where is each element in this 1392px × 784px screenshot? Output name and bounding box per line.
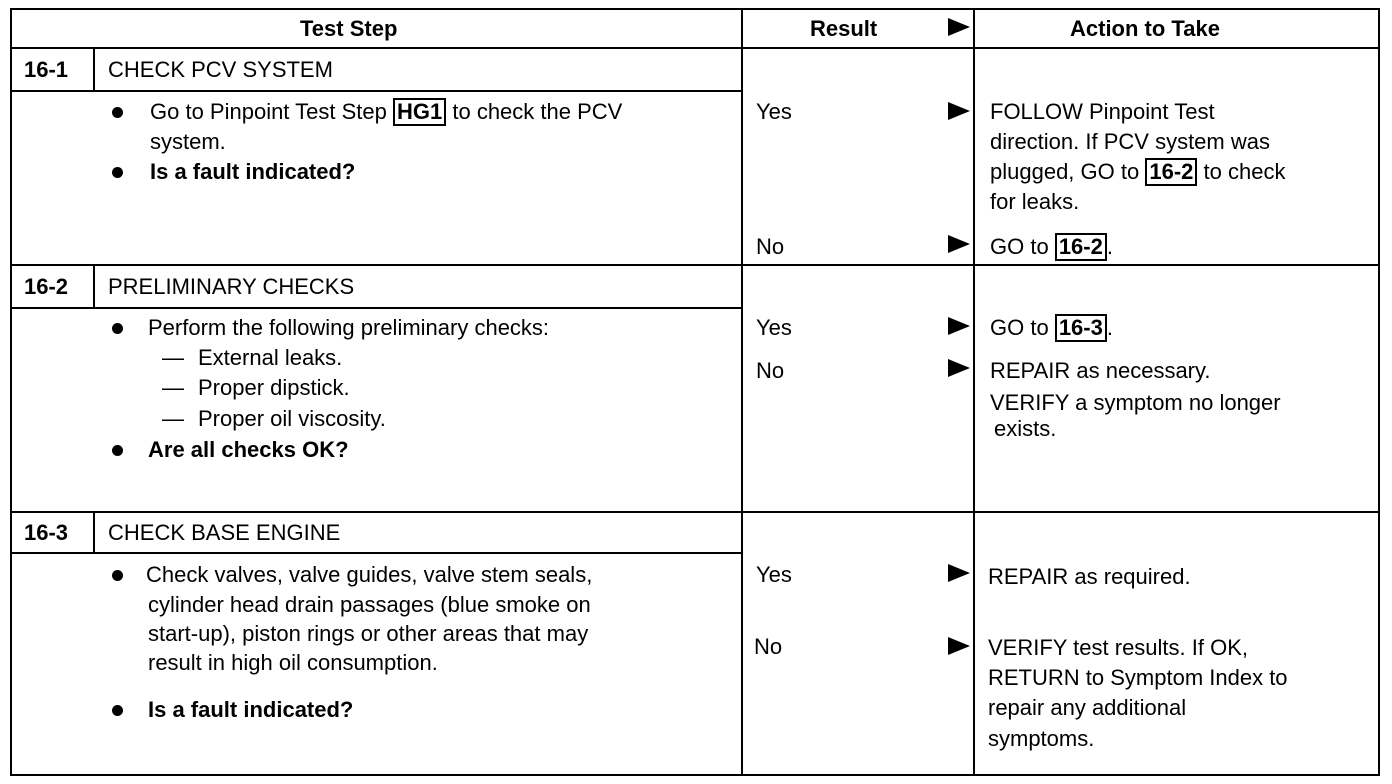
bullet-icon: [112, 445, 123, 456]
header-test-step: Test Step: [300, 16, 398, 41]
step-16-3-question: Is a fault indicated?: [148, 697, 354, 722]
step-16-3-bullet1-line4: result in high oil consumption.: [148, 650, 438, 675]
ref-16-2[interactable]: 16-2: [1145, 158, 1197, 186]
title-bar-bottom-16-1: [10, 90, 742, 92]
step-title-16-2: PRELIMINARY CHECKS: [108, 274, 355, 299]
header-bottom-border: [10, 47, 1380, 49]
bullet-icon: [112, 570, 123, 581]
yes-action-pre: GO to: [990, 315, 1049, 340]
header-action: Action to Take: [1070, 16, 1220, 41]
step-16-1-yes-arrow-icon: [948, 102, 970, 120]
no-action-post: .: [1106, 234, 1113, 259]
bullet-icon: [112, 167, 123, 178]
step-16-2-sub1: — External leaks.: [162, 345, 343, 370]
step-title-16-3: CHECK BASE ENGINE: [108, 520, 341, 545]
step-id-divider-16-2: [93, 265, 95, 308]
step-16-1-yes-action-1: FOLLOW Pinpoint Test: [990, 99, 1215, 124]
step-16-2-yes-action: [990, 313, 1113, 343]
table-left-border: [10, 8, 12, 776]
yes-action-post: .: [1106, 315, 1113, 340]
step-16-3-no-label: No: [754, 634, 783, 659]
step-16-2-no-action-2: VERIFY a symptom no longer: [990, 390, 1281, 415]
step-16-3-yes-label: Yes: [756, 562, 792, 587]
step-id-16-1: 16-1: [24, 57, 69, 82]
step-16-3-bullet1-line2: cylinder head drain passages (blue smoke on: [148, 592, 591, 617]
table-right-border: [1378, 8, 1380, 776]
step-16-3-no-action-1: VERIFY test results. If OK,: [988, 635, 1249, 660]
table-top-border: [10, 8, 1380, 10]
title-bar-bottom-16-3: [10, 552, 742, 554]
ref-16-2[interactable]: 16-2: [1055, 233, 1107, 261]
title-bar-bottom-16-2: [10, 307, 742, 309]
step-16-3-bullet1-line1: Check valves, valve guides, valve stem seals,: [146, 562, 593, 587]
step-16-3-yes-arrow-icon: [948, 564, 970, 582]
step-16-3-no-arrow-icon: [948, 637, 970, 655]
step-16-2-no-arrow-icon: [948, 359, 970, 377]
step-16-1-bullet1-line1: [150, 97, 622, 127]
step-16-1-bullet1-line2: system.: [150, 129, 226, 154]
step-16-1-yes-action-4: for leaks.: [990, 189, 1080, 214]
step-16-3-no-action-4: symptoms.: [988, 726, 1095, 751]
yes-action-3-post: to check: [1203, 159, 1286, 184]
step-16-2-no-action-1: REPAIR as necessary.: [990, 358, 1211, 383]
step-16-1-yes-label: Yes: [756, 99, 792, 124]
step-16-1-question: Is a fault indicated?: [150, 159, 356, 184]
step-16-2-question: Are all checks OK?: [148, 437, 349, 462]
step-16-2-no-label: No: [756, 358, 785, 383]
ref-16-3[interactable]: 16-3: [1055, 314, 1107, 342]
step-id-divider-16-3: [93, 512, 95, 553]
step-16-1-no-label: No: [756, 234, 785, 259]
yes-action-3-pre: plugged, GO to: [990, 159, 1140, 184]
bullet-icon: [112, 705, 123, 716]
bullet-icon: [112, 107, 123, 118]
step-16-1-yes-action-3: [990, 157, 1285, 187]
step-16-2-no-action-3: exists.: [994, 416, 1057, 441]
step-title-16-1: CHECK PCV SYSTEM: [108, 57, 333, 82]
step-16-3-yes-action: REPAIR as required.: [988, 564, 1191, 589]
pinpoint-ref-hg1[interactable]: HG1: [393, 98, 446, 126]
result-column-border: [741, 8, 743, 776]
bullet-icon: [112, 323, 123, 334]
step-16-2-yes-arrow-icon: [948, 317, 970, 335]
step-16-2-sub2: — Proper dipstick.: [162, 375, 350, 400]
step-16-1-no-action: [990, 232, 1113, 262]
header-result: Result: [810, 16, 878, 41]
row-divider-16-2: [10, 264, 1380, 266]
step-16-1-no-arrow-icon: [948, 235, 970, 253]
header-arrow-icon: [948, 18, 970, 36]
step-16-3-no-action-3: repair any additional: [988, 695, 1187, 720]
step-16-2-yes-label: Yes: [756, 315, 792, 340]
step-16-2-bullet1: Perform the following preliminary checks:: [148, 315, 550, 340]
action-column-border: [973, 8, 975, 776]
bullet1-text-pre: Go to Pinpoint Test Step: [150, 99, 387, 124]
step-16-1-yes-action-2: direction. If PCV system was: [990, 129, 1270, 154]
step-16-3-no-action-2: RETURN to Symptom Index to: [988, 665, 1288, 690]
step-id-divider-16-1: [93, 48, 95, 91]
step-id-16-3: 16-3: [24, 520, 69, 545]
table-bottom-border: [10, 774, 1380, 776]
step-16-3-bullet1-line3: start-up), piston rings or other areas that may: [148, 621, 589, 646]
step-id-16-2: 16-2: [24, 274, 69, 299]
row-divider-16-3: [10, 511, 1380, 513]
no-action-pre: GO to: [990, 234, 1049, 259]
step-16-2-sub3: — Proper oil viscosity.: [162, 406, 386, 431]
bullet1-text-post: to check the PCV: [452, 99, 623, 124]
